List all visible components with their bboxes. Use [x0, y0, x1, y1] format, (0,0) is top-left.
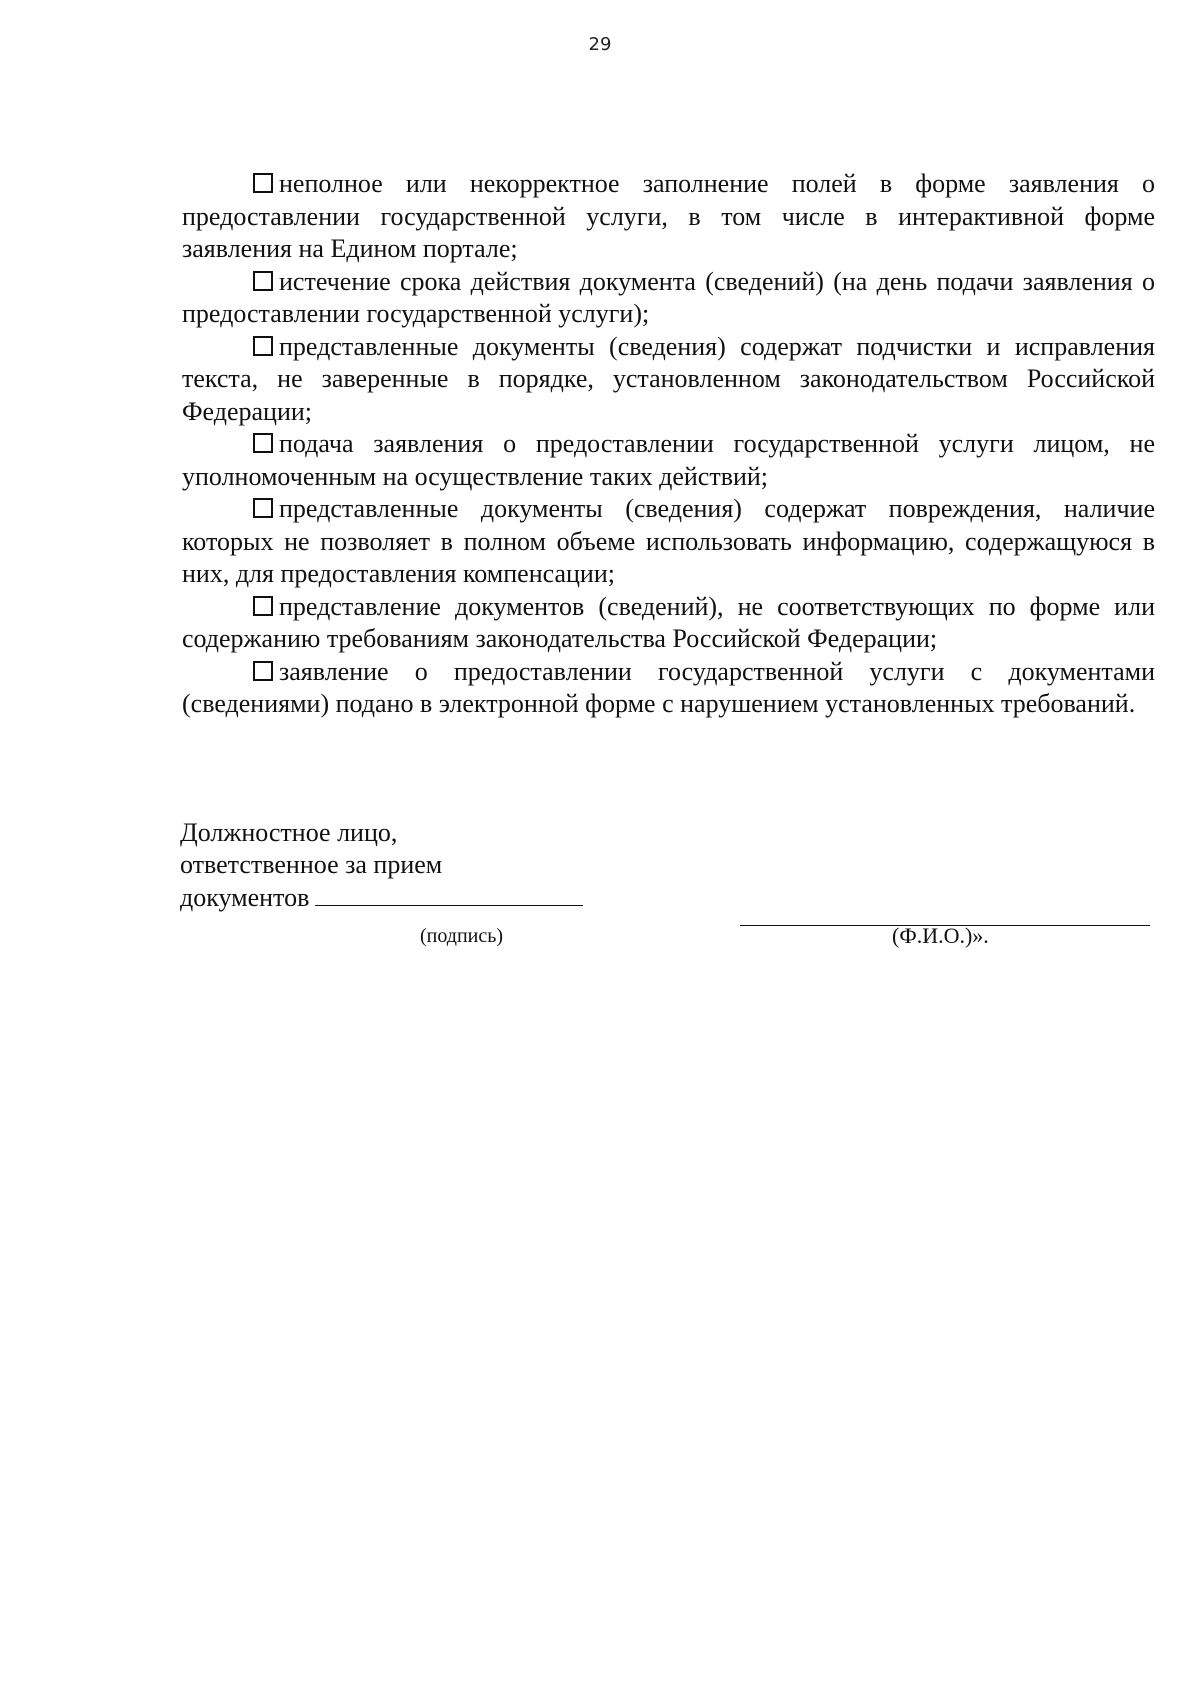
- list-item-text: истечение срока действия документа (сведений) (на день подачи заявления о предоставлении государственной услуги);: [182, 266, 1155, 328]
- list-item-text: подача заявления о предоставлении государственной услуги лицом, не уполномоченным на осуществление таких действий;: [182, 429, 1155, 491]
- signature-caption: (подпись): [420, 925, 504, 947]
- list-item: [182, 591, 1155, 656]
- list-item-text: заявление о предоставлении государственной услуги с документами (сведениями) подано в электронной форме с нарушением установленных требований.: [182, 656, 1155, 718]
- list-item: [182, 168, 1155, 266]
- checkbox-icon: [253, 336, 273, 356]
- signature-label-line2: ответственное за прием: [180, 850, 443, 879]
- signature-line: [315, 881, 583, 906]
- list-item-text: представленные документы (сведения) содержат повреждения, наличие которых не позволяет в полном объеме использовать информацию, содержащуюся в них, для предоставления компенсации;: [182, 494, 1155, 588]
- list-item: [182, 493, 1155, 591]
- list-item-text: представленные документы (сведения) содержат подчистки и исправления текста, не заверенные в порядке, установленном законодательством Российской Федерации;: [182, 331, 1155, 426]
- checkbox-icon: [253, 173, 273, 193]
- checkbox-icon: [253, 433, 273, 453]
- page-number: 29: [588, 34, 612, 55]
- list-item-text: представление документов (сведений), не соответствующих по форме или содержанию требованиям законодательства Российской Федерации;: [182, 591, 1155, 653]
- list-item-text: неполное или некорректное заполнение полей в форме заявления о предоставлении государственной услуги, в том числе в интерактивной форме заявления на Едином портале;: [182, 169, 1155, 263]
- signature-label-line1: Должностное лицо,: [180, 818, 398, 847]
- list-item: [182, 331, 1155, 429]
- list-item: [182, 266, 1155, 331]
- list-item: [182, 428, 1155, 493]
- checkbox-icon: [253, 271, 273, 291]
- checkbox-icon: [253, 661, 273, 681]
- signature-block: [180, 817, 1160, 948]
- criteria-list: [182, 168, 1155, 721]
- signature-label-line3: документов: [180, 883, 310, 912]
- name-caption: (Ф.И.О.)».: [892, 923, 989, 948]
- list-item: [182, 656, 1155, 721]
- checkbox-icon: [253, 498, 273, 518]
- checkbox-icon: [253, 596, 273, 616]
